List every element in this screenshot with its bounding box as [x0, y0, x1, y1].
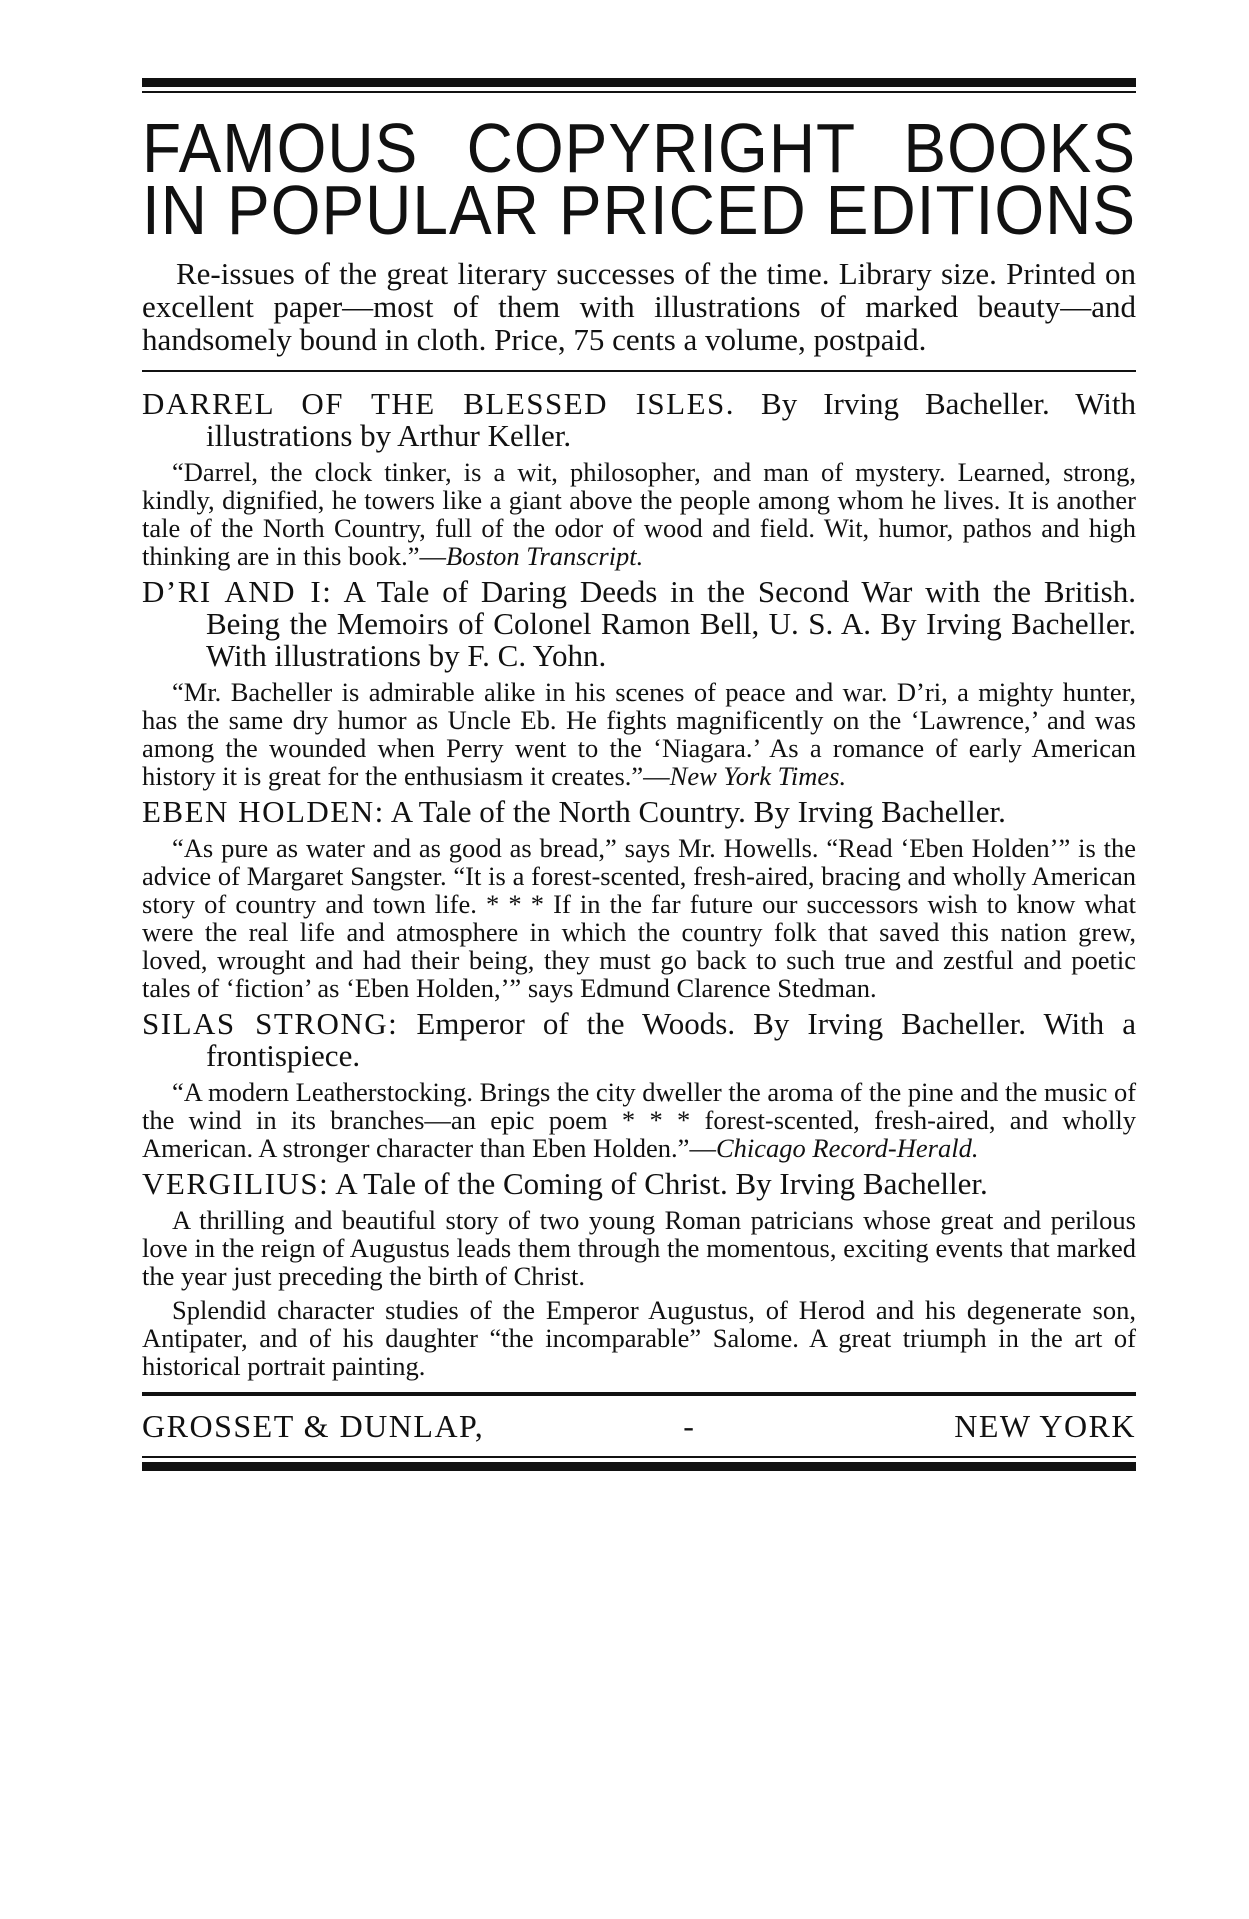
book-heading [142, 388, 1136, 452]
book-entry-dri-and-i [142, 576, 1136, 790]
book-details: A Tale of the Coming of Christ. By Irving Bacheller. [329, 1166, 988, 1201]
book-heading [142, 796, 1136, 828]
title-line-1: FAMOUS COPYRIGHT BOOKS [142, 109, 1136, 188]
publisher-footer [142, 1406, 1136, 1446]
title-line-2: IN POPULAR PRICED EDITIONS [142, 171, 1136, 250]
review-text: “Darrel, the clock tinker, is a wit, philosopher, and man of mystery. Learned, strong, kindly, dignified, he towers like a giant above the people among whom he lives. It is another tale of the North Country, full of the odor of wood and field. Wit, humor, pathos and high thinking are in this book.”— [142, 457, 1136, 571]
review-text: “Mr. Bacheller is admirable alike in his scenes of peace and war. D’ri, a mighty hunter, has the same dry humor as Uncle Eb. He fights magnificently on the ‘Lawrence,’ and was among the wounded when Perry went to the ‘Niagara.’ As a romance of early American history it is great for the enthusiasm it creates.”— [142, 677, 1136, 791]
section-divider [142, 370, 1136, 372]
top-thick-rule [142, 78, 1136, 87]
bottom-rules [142, 1456, 1136, 1471]
book-entry-silas-strong [142, 1008, 1136, 1162]
top-rules [142, 78, 1136, 93]
review-source: Chicago Record-Herald. [715, 1133, 979, 1163]
book-description: A thrilling and beautiful story of two young Roman patricians whose great and perilous love in the reign of Augustus leads them through the momentous, exciting events that marked the year just preceding the birth of Christ. [142, 1205, 1136, 1291]
review-text: “As pure as water and as good as bread,” says Mr. Howells. “Read ‘Eben Holden’” is the advice of Margaret Sangster. “It is a forest-scented, fresh-aired, bracing and wholly American story of country and town life. * * * If in the far future our successors wish to know what were the real life and atmosphere in which the country folk that saved this nation grew, loved, wrought and had their being, they must go back to such true and zestful and poetic tales of ‘fiction’ as ‘Eben Holden,’” says Edmund Clarence Stedman. [142, 833, 1136, 1003]
review-text: “A modern Leatherstocking. Brings the city dweller the aroma of the pine and the music of the wind in its branches—an epic poem * * * forest-scented, fresh-aired, and wholly American. A stronger character than Eben Holden.”— [142, 1077, 1137, 1163]
book-description-2: Splendid character studies of the Emperor Augustus, of Herod and his degenerate son, Antipater, and of his daughter “the incomparable” Salome. A great triumph in the art of historical portrait painting. [142, 1295, 1136, 1381]
book-details: A Tale of Daring Deeds in the Second War with the British. Being the Memoirs of Colonel Ramon Bell, U. S. A. By Irving Bacheller. With illustrations by F. C. Yohn. [206, 574, 1136, 673]
book-heading [142, 576, 1136, 672]
book-review [142, 1078, 1136, 1162]
review-source: New York Times. [669, 761, 847, 791]
book-entry-eben-holden [142, 796, 1136, 1002]
book-title: EBEN HOLDEN: [142, 794, 385, 829]
book-title: D’RI AND I: [142, 574, 333, 609]
book-review [142, 458, 1136, 570]
book-review [142, 834, 1136, 1002]
book-details: A Tale of the North Country. By Irving Bacheller. [384, 794, 1006, 829]
book-title: SILAS STRONG: [142, 1006, 399, 1041]
book-details: By Irving Bacheller. With illustrations by Arthur Keller. [206, 386, 1136, 453]
book-heading [142, 1008, 1136, 1072]
publisher-name: GROSSET & DUNLAP, [142, 1408, 485, 1444]
book-title: DARREL OF THE BLESSED ISLES. [142, 386, 736, 421]
review-source: Boston Transcript. [445, 541, 644, 571]
book-details: Emperor of the Woods. By Irving Bacheller. With a frontispiece. [206, 1006, 1136, 1073]
bottom-thick-rule [142, 1462, 1136, 1471]
book-title: VERGILIUS: [142, 1166, 330, 1201]
title-block [142, 109, 1136, 250]
book-review [142, 678, 1136, 790]
intro-paragraph: Re-issues of the great literary successes of the time. Library size. Printed on excellent paper—most of them with illustrations of marked beauty—and handsomely bound in cloth. Price, 75 cents a volume, postpaid. [142, 256, 1136, 357]
footer-rule [142, 1392, 1136, 1396]
top-thin-rule [142, 91, 1136, 93]
book-entry-darrel [142, 388, 1136, 570]
bottom-thin-rule [142, 1456, 1136, 1458]
book-heading [142, 1168, 1136, 1200]
advertisement-page [142, 78, 1136, 1471]
footer-dash: - [683, 1408, 696, 1444]
book-entry-vergilius [142, 1168, 1136, 1380]
publisher-city: NEW YORK [954, 1408, 1136, 1444]
